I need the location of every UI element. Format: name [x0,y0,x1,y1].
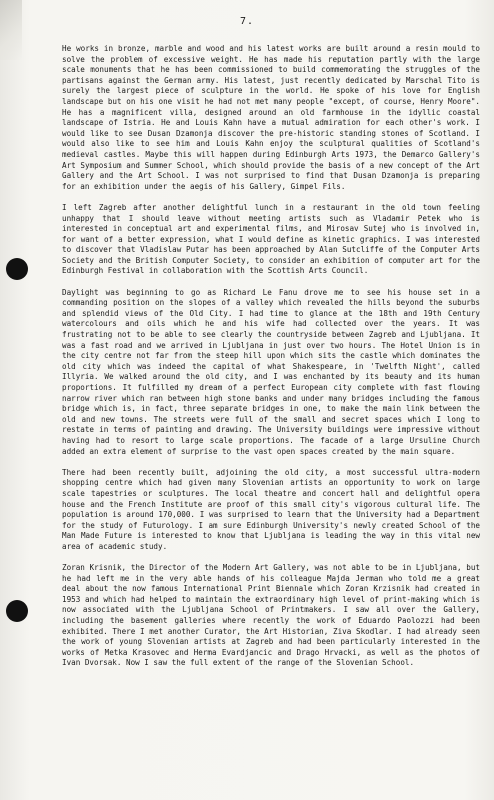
page-number: 7. [239,16,255,27]
punch-hole-icon [6,258,28,280]
paragraph-5: Zoran Krisnik, the Director of the Modern Art Gallery, was not able to be in Ljubljana, but he had left me in the very able hands of his colleague Majda Jerman who told me a great deal about the now famous International Print Biennale which Zoran Krzisnik had created in 1953 and which had helped to maintain the extraordinary high level of print-making which is now associated with the Ljubljana School of Printmakers. I saw all over the Gallery, including the basement galleries where recently the work of Eduardo Paolozzi had been exhibited. There I met another Curator, the Art Historian, Ziva Skodlar. I had already seen the work of young Slovenian artists at Zagreb and had been particularly interested in the works of Metka Krasovec and Herma Evardjancic and Drago Hrvacki, as well as the photos of Ivan Dvorsak. Now I saw the full extent of the range of the Slovenian School. [62,563,480,668]
paragraph-3: Daylight was beginning to go as Richard Le Fanu drove me to see his house set in a commanding position on the slopes of a valley which revealed the hills beyond the suburbs and splendid views of the Old City. I had time to glance at the 18th and 19th Century watercolours and oils which he and his wife had collected over the years. It was frustrating not to be able to see clearly the countryside between Zagreb and Ljubljana. It was a fast road and we arrived in Ljubljana in just over two hours. The Hotel Union is in the city centre not far from the steep hill upon which sits the castle which dominates the old city which was indeed the capital of what Shakespeare, in 'Twelfth Night', called Illyria. We walked around the old city, and I was enchanted by its beauty and its human proportions. It fulfilled my dream of a perfect European city complete with fast flowing narrow river which ran between high stone banks and under many bridges including the famous bridge which is, in fact, three separate bridges in one, to make the main link between the old and new towns. The streets were full of the small and secret spaces which I long to restate in terms of painting and drawing. The University buildings were impressive without having had to resort to large scale proportions. The facade of a large Ursuline Church added an extra element of surprise to the vast open spaces created by the main square. [62,287,480,456]
paragraph-1: He works in bronze, marble and wood and his latest works are built around a resin mould to solve the problem of excessive weight. He has made his reputation partly with the large scale monuments that he has been commissioned to build commemorating the struggles of the partisans against the German army. His latest, just recently dedicated by Marschal Tito is surely the largest piece of sculpture in the world. He spoke of his love for English landscape but on his one visit he had not met many people "except, of course, Henry Moore". He has a magnificent villa, designed around an old farmhouse in the idyllic coastal landscape of Istria. He and Louis Kahn have a mutual admiration for each other's work. I would like to see Dusan Dzamonja discover the pre-historic standing stones of Scotland. I would also like to see him and Louis Kahn enjoy the sculptural qualities of Scotland's medieval castles. Maybe this will happen during Edinburgh Arts 1973, the Demarco Gallery's Art Symposium and Summer School, which should provide the basis of a new concept of the Art Gallery and the Art School. I was not surprised to find that Dusan Dzamonja is preparing for an exhibition under the aegis of his Gallery, Gimpel Fils. [62,44,480,191]
paragraph-2: I left Zagreb after another delightful lunch in a restaurant in the old town feeling unhappy that I should leave without meeting artists such as Vladamir Petek who is interested in conceptual art and experimental films, and Mirosav Sutej who is involved in, for want of a better expression, what I would define as kinetic graphics. I was interested to discover that Vladislaw Putar has been approached by Alan Sutcliffe of the Computer Arts Society and the British Computer Society, to consider an exhibition of computer art for the Edinburgh Festival in collaboration with the Scottish Arts Council. [62,202,480,276]
paragraph-4: There had been recently built, adjoining the old city, a most successful ultra-modern shopping centre which had given many Slovenian artists an opportunity to work on large scale tapestries or sculptures. The local theatre and concert hall and delightful opera house and the French Institute are proof of this small city's vigorous cultural life. The population is around 170,000. I was surprised to learn that the University had a Department for the study of Futurology. I am sure Edinburgh University's newly created School of the Man Made Future is interested to know that Ljubljana is leading the way in this vital new area of academic study. [62,467,480,551]
punch-hole-icon [6,600,28,622]
scan-edge-shadow [0,0,22,60]
body-text [62,44,480,680]
